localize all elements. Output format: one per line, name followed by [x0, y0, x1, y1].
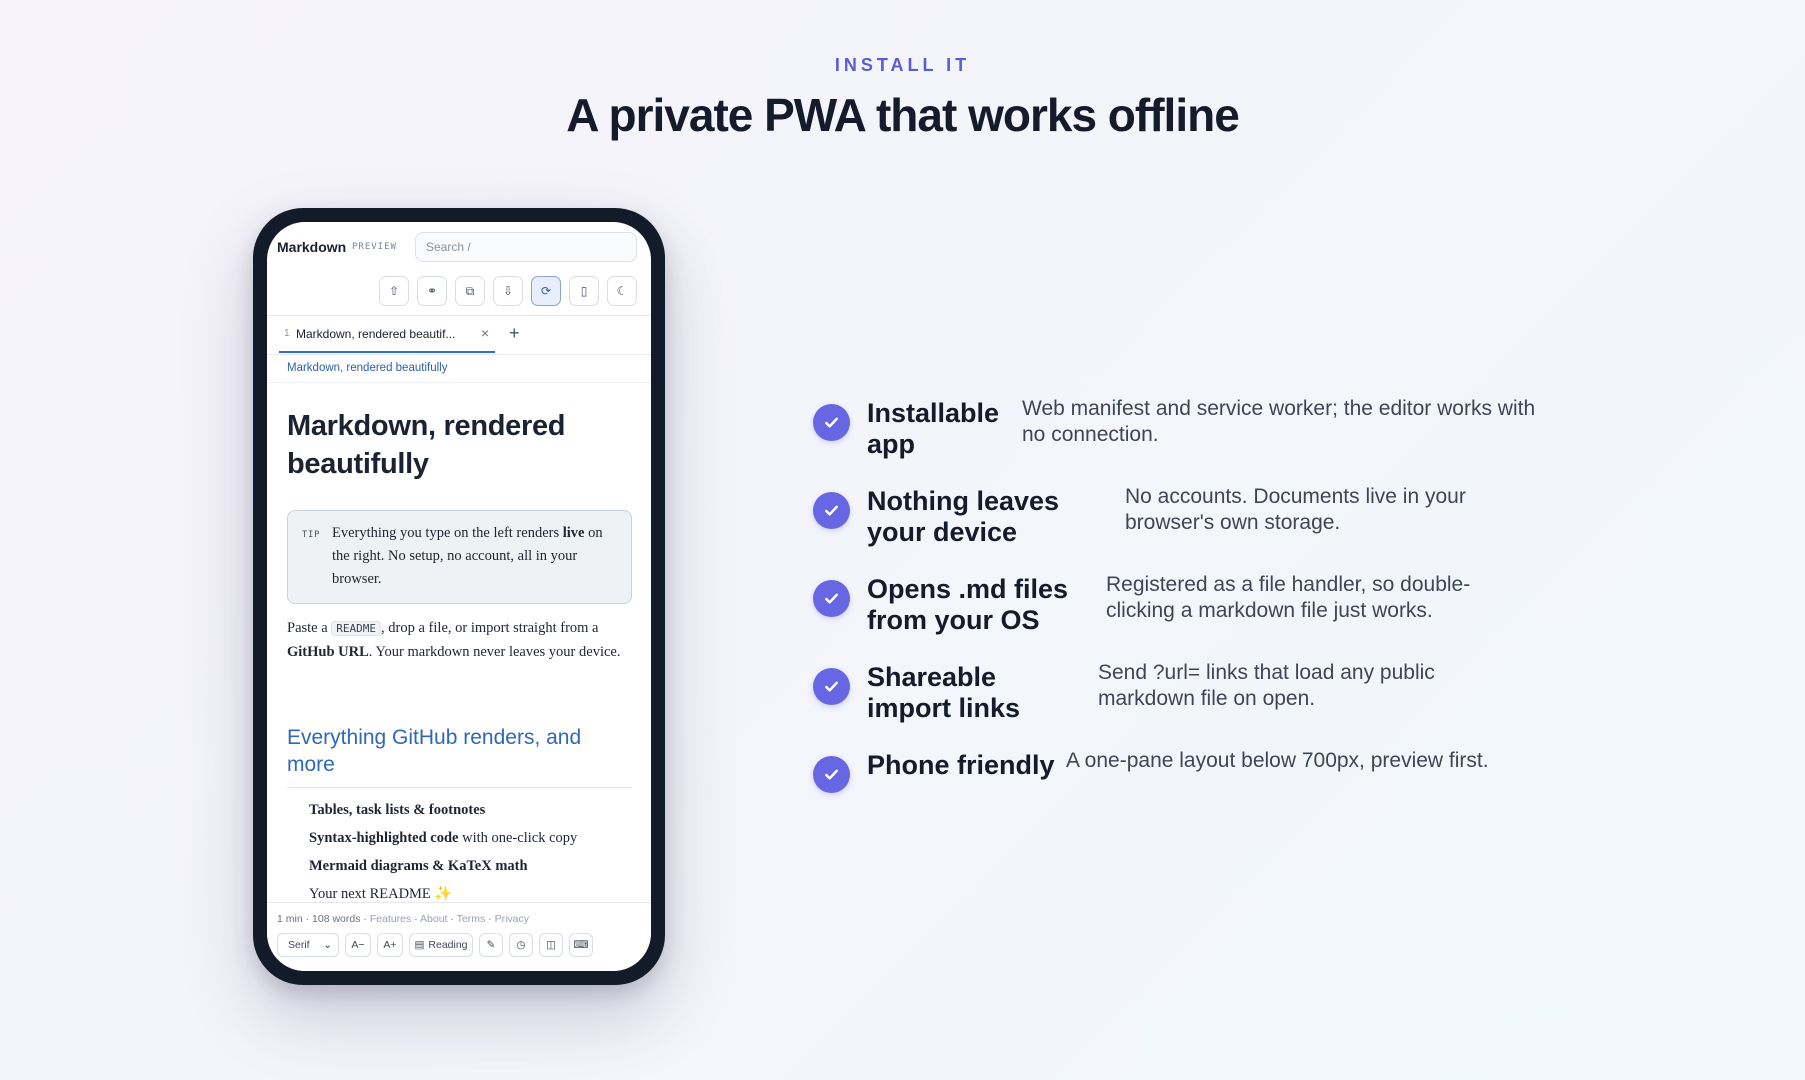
- document-stats: 1 min · 108 words · Features · About · Terms · Privacy: [277, 913, 530, 925]
- tab-bar: [267, 315, 651, 355]
- copy-button[interactable]: [455, 276, 485, 306]
- check-icon: [813, 756, 850, 793]
- tab-title: Markdown, rendered beautif...: [296, 327, 456, 341]
- font-select[interactable]: Serif ⌄: [277, 933, 339, 957]
- brand-tag: PREVIEW: [352, 242, 397, 252]
- search-input[interactable]: Search /: [415, 232, 637, 262]
- document-title: Markdown, rendered beautifully: [287, 410, 566, 480]
- feature-description: A one-pane layout below 700px, preview first.: [1066, 749, 1489, 772]
- feature-list: [309, 796, 639, 908]
- sparkle-icon: ✨: [434, 886, 453, 902]
- inline-code: README: [331, 621, 381, 636]
- history-button[interactable]: [509, 933, 533, 957]
- feature-description: No accounts. Documents live in your browser's own storage.: [1125, 485, 1466, 534]
- toolbar: [379, 276, 645, 306]
- check-icon: [813, 492, 850, 529]
- phone-screen: [267, 222, 651, 971]
- close-icon[interactable]: ×: [481, 325, 490, 341]
- download-button[interactable]: [493, 276, 523, 306]
- check-icon: [813, 404, 850, 441]
- reader-toolbar: [277, 933, 647, 957]
- reading-icon: ▤: [414, 939, 425, 951]
- list-item: Tables, task lists & footnotes: [309, 802, 486, 818]
- copy-icon: ⧉: [465, 283, 475, 298]
- feature-title: Installable app: [867, 398, 1000, 459]
- upload-icon: ⇧: [388, 284, 400, 298]
- tip-text: Everything you type on the left renders live on the right. No setup, no account, all in your browser.: [332, 525, 603, 587]
- pen-button[interactable]: [479, 933, 503, 957]
- tab-number: 1: [284, 328, 290, 339]
- font-smaller-button[interactable]: A−: [345, 933, 371, 957]
- feature-title: Nothing leaves your device: [867, 486, 1060, 547]
- keyboard-button[interactable]: [569, 933, 593, 957]
- feature-description: Registered as a file handler, so double-clicking a markdown file just works.: [1106, 573, 1471, 622]
- check-icon: [813, 580, 850, 617]
- section-heading: Everything GitHub renders, and more: [287, 726, 582, 776]
- intro-paragraph: Paste a README , drop a file, or import straight from a GitHub URL. Your markdown never leaves your device.: [287, 620, 621, 660]
- theme-button[interactable]: [607, 276, 637, 306]
- status-footer: [267, 902, 651, 971]
- tip-label: TIP: [302, 530, 321, 540]
- list-item: Your next README ✨: [309, 886, 453, 902]
- list-item: Syntax-highlighted code with one-click copy: [309, 830, 578, 846]
- tip-callout: [287, 510, 632, 604]
- feature-title: Opens .md files from your OS: [867, 574, 1069, 635]
- book-icon: ◫: [546, 939, 556, 951]
- app-topbar: [267, 222, 651, 282]
- footer-link-privacy[interactable]: Privacy: [494, 913, 530, 925]
- keyboard-icon: ⌨: [573, 939, 589, 951]
- tab-document[interactable]: [279, 316, 495, 353]
- feature-description: Send ?url= links that load any public markdown file on open.: [1098, 661, 1435, 710]
- list-item: Mermaid diagrams & KaTeX math: [309, 858, 528, 874]
- sidebar-button[interactable]: [569, 276, 599, 306]
- pen-icon: ✎: [486, 939, 496, 951]
- feature-title: Phone friendly: [867, 750, 1055, 780]
- history-icon: ◷: [516, 939, 526, 951]
- phone-frame: [253, 208, 665, 985]
- download-icon: ⇩: [502, 284, 514, 298]
- word-count: 108 words: [312, 913, 361, 925]
- add-tab-icon[interactable]: +: [509, 323, 520, 343]
- divider: [267, 382, 651, 383]
- divider: [287, 787, 632, 788]
- page-title: A private PWA that works offline: [566, 89, 1239, 141]
- font-larger-button[interactable]: A+: [377, 933, 403, 957]
- footer-link-terms[interactable]: Terms: [456, 913, 486, 925]
- chevron-down-icon: ⌄: [323, 939, 332, 951]
- book-button[interactable]: [539, 933, 563, 957]
- eyebrow: INSTALL IT: [834, 55, 971, 75]
- feature-title: Shareable import links: [867, 662, 1021, 723]
- moon-icon: ☾: [616, 284, 628, 298]
- check-icon: [813, 668, 850, 705]
- feature-description: Web manifest and service worker; the editor works with no connection.: [1022, 397, 1536, 446]
- breadcrumb[interactable]: Markdown, rendered beautifully: [287, 362, 448, 374]
- brand-name: Markdown: [277, 239, 347, 255]
- link-icon: ⚭: [426, 284, 438, 298]
- read-time: 1 min: [277, 913, 303, 925]
- footer-link-features[interactable]: Features: [369, 913, 412, 925]
- link-button[interactable]: [417, 276, 447, 306]
- footer-link-about[interactable]: About: [420, 913, 448, 925]
- sync-icon: ⟳: [540, 284, 552, 298]
- reading-mode-button[interactable]: ▤ Reading: [409, 933, 473, 957]
- sync-button[interactable]: [531, 276, 561, 306]
- upload-button[interactable]: [379, 276, 409, 306]
- sidebar-icon: ▯: [580, 284, 588, 298]
